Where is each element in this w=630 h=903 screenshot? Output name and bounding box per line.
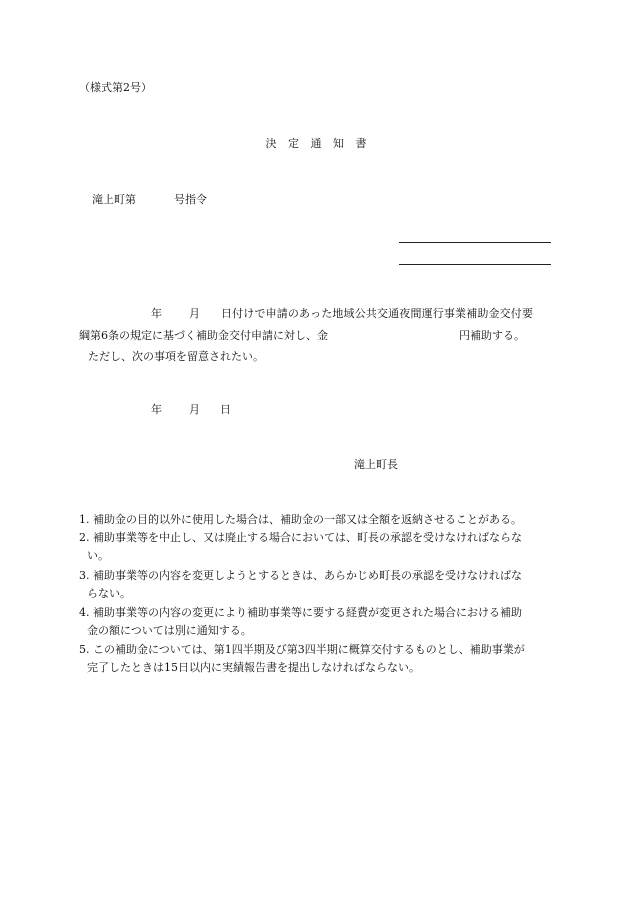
condition-item-5-continued: 完了したときは15日以内に実績報告書を提出しなければならない。 xyxy=(87,661,420,674)
designation-suffix: 号指令 xyxy=(174,193,207,206)
recipient-address-line xyxy=(399,242,551,243)
issue-year-label: 年 xyxy=(151,403,162,416)
application-year-label: 年 xyxy=(151,307,162,320)
condition-item-3-continued: らない。 xyxy=(87,587,131,600)
condition-item-3: 3. 補助事業等の内容を変更しようとするときは、あらかじめ町長の承認を受けなければな xyxy=(79,569,522,582)
condition-item-2: 2. 補助事業等を中止し、又は廃止する場合においては、町長の承認を受けなければならな xyxy=(79,531,522,544)
recipient-name-line xyxy=(399,264,551,265)
issuer-name: 滝上町長 xyxy=(354,458,398,471)
condition-item-2-continued: い。 xyxy=(87,549,109,562)
issue-month-label: 月 xyxy=(189,403,200,416)
condition-item-5: 5. この補助金については、第1四半期及び第3四半期に概算交付するものとし、補助事業が xyxy=(79,643,525,656)
condition-item-1: 1. 補助金の目的以外に使用した場合は、補助金の一部又は全額を返納させることがある。 xyxy=(79,513,522,526)
form-number: （様式第2号） xyxy=(79,81,152,94)
body-line-1: 日付けで申請のあった地域公共交通夜間運行事業補助金交付要 xyxy=(221,307,534,320)
application-month-label: 月 xyxy=(189,307,200,320)
document-title: 決 定 通 知 書 xyxy=(265,137,371,150)
issue-day-label: 日 xyxy=(220,403,231,416)
body-line-3: ただし、次の事項を留意されたい。 xyxy=(88,350,264,363)
condition-item-4-continued: 金の額については別に通知する。 xyxy=(87,624,252,637)
condition-item-4: 4. 補助事業等の内容の変更により補助事業等に要する経費が変更された場合における補助 xyxy=(79,606,522,619)
subsidy-amount-suffix: 円補助する。 xyxy=(459,329,525,342)
designation-prefix: 滝上町第 xyxy=(92,193,136,206)
body-line-2: 綱第6条の規定に基づく補助金交付申請に対し、金 xyxy=(79,329,328,342)
